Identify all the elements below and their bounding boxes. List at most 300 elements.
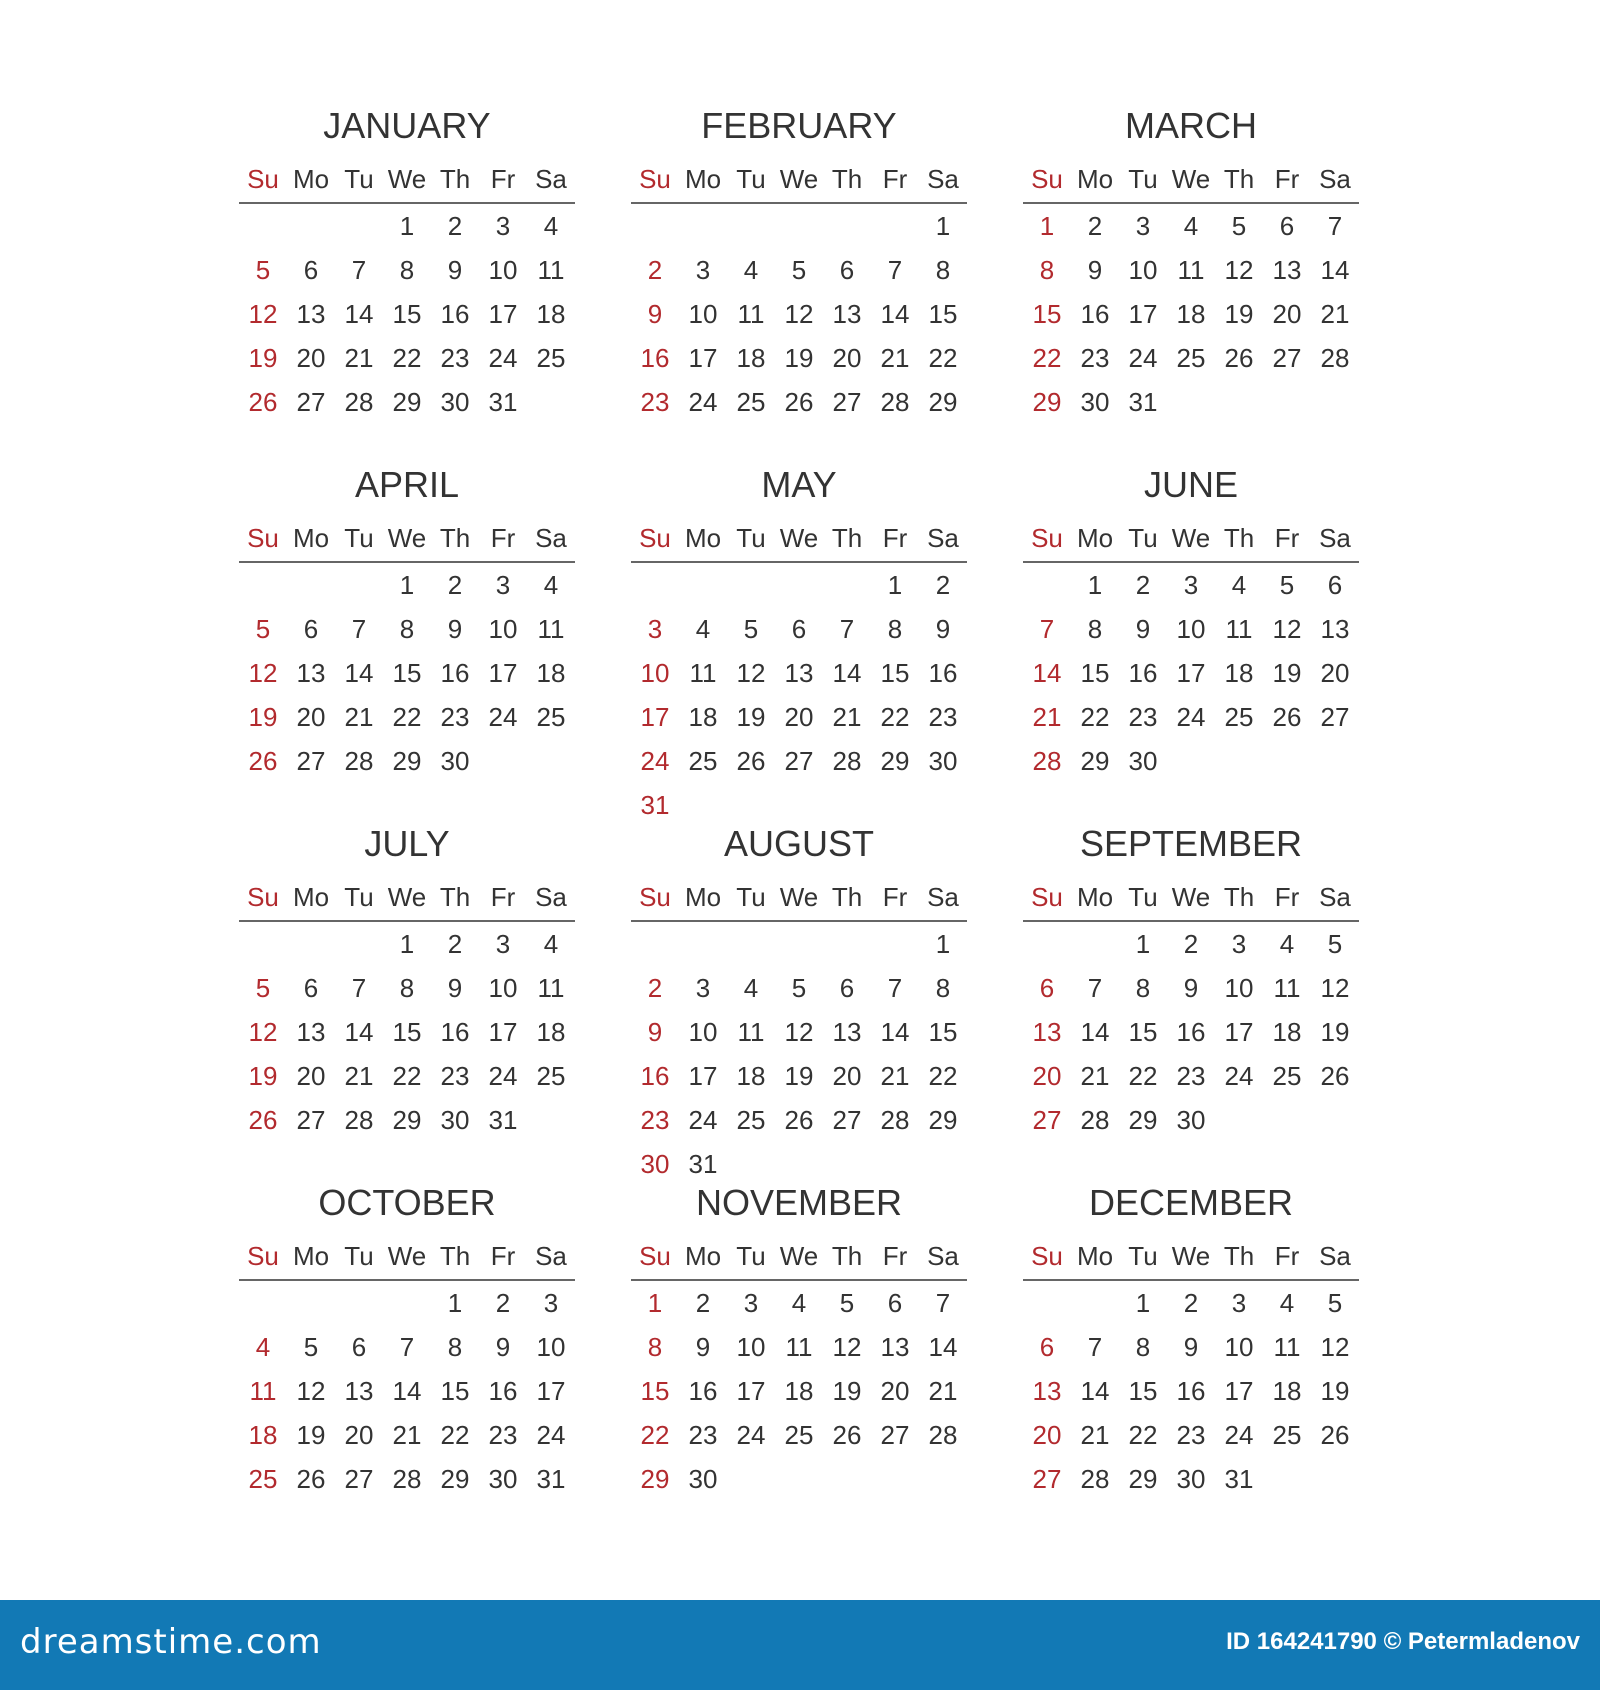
- empty-cell: [1167, 384, 1215, 428]
- day-cell: 27: [1032, 1105, 1062, 1135]
- day-cell: 10: [640, 658, 670, 688]
- empty-cell: [1311, 743, 1359, 787]
- day-cell: 26: [1224, 343, 1254, 373]
- week-row: [631, 1329, 967, 1373]
- empty-cell: [679, 567, 727, 611]
- day-cell: 11: [737, 299, 765, 329]
- day-cell: 5: [791, 255, 807, 285]
- weekday-label: Su: [1031, 1241, 1063, 1271]
- day-cell: 29: [392, 387, 422, 417]
- day-cell: 3: [695, 255, 711, 285]
- day-cell: 3: [1231, 929, 1247, 959]
- day-cell: 25: [1272, 1061, 1302, 1091]
- empty-cell: [287, 567, 335, 611]
- month-title: AUGUST: [723, 823, 874, 864]
- week-row: [1023, 567, 1359, 611]
- day-cell: 20: [344, 1420, 374, 1450]
- week-row: [239, 340, 575, 384]
- day-cell: 27: [296, 746, 326, 776]
- week-row: [239, 611, 575, 655]
- day-cell: 30: [640, 1149, 670, 1179]
- day-cell: 15: [392, 658, 422, 688]
- weekday-label: Su: [247, 882, 279, 912]
- day-cell: 22: [1080, 702, 1110, 732]
- divider: [1023, 202, 1359, 204]
- empty-cell: [1263, 743, 1311, 787]
- day-cell: 26: [1272, 702, 1302, 732]
- day-cell: 25: [536, 343, 566, 373]
- day-cell: 19: [784, 343, 814, 373]
- day-cell: 15: [1128, 1017, 1158, 1047]
- empty-cell: [727, 926, 775, 970]
- weekday-label: Fr: [1274, 1241, 1300, 1271]
- day-cell: 3: [495, 570, 511, 600]
- day-cell: 28: [344, 746, 374, 776]
- day-cell: 3: [1231, 1288, 1247, 1318]
- empty-cell: [287, 208, 335, 252]
- divider: [239, 1279, 575, 1281]
- day-cell: 13: [296, 1017, 326, 1047]
- empty-cell: [287, 926, 335, 970]
- day-cell: 26: [248, 387, 278, 417]
- week-row: [239, 296, 575, 340]
- month-title: SEPTEMBER: [1079, 823, 1303, 864]
- day-cell: 30: [1176, 1105, 1206, 1135]
- weekday-label: We: [779, 164, 819, 194]
- day-cell: 21: [1080, 1420, 1110, 1450]
- weekday-label: We: [1171, 1241, 1211, 1271]
- day-cell: 20: [1320, 658, 1350, 688]
- month-title: APRIL: [354, 464, 460, 505]
- weekday-label: Th: [831, 1241, 863, 1271]
- weekday-header: [631, 882, 967, 912]
- weekday-label: Su: [1031, 523, 1063, 553]
- week-row: [239, 384, 575, 428]
- day-cell: 24: [688, 1105, 718, 1135]
- day-cell: 31: [536, 1464, 566, 1494]
- weekday-label: Fr: [882, 523, 908, 553]
- day-cell: 10: [736, 1332, 766, 1362]
- day-cell: 28: [1080, 1105, 1110, 1135]
- weekday-label: Mo: [1076, 1241, 1114, 1271]
- day-cell: 1: [935, 929, 951, 959]
- day-cell: 9: [647, 299, 663, 329]
- day-cell: 7: [935, 1288, 951, 1318]
- empty-cell: [775, 567, 823, 611]
- divider: [631, 561, 967, 563]
- day-cell: 1: [647, 1288, 663, 1318]
- weekday-label: Tu: [344, 164, 374, 194]
- day-cell: 14: [344, 299, 374, 329]
- day-cell: 13: [1272, 255, 1302, 285]
- day-cell: 15: [392, 299, 422, 329]
- day-cell: 28: [344, 387, 374, 417]
- day-cell: 6: [1327, 570, 1343, 600]
- empty-cell: [679, 926, 727, 970]
- day-cell: 21: [1032, 702, 1062, 732]
- day-cell: 13: [1032, 1376, 1062, 1406]
- weekday-label: Th: [439, 523, 471, 553]
- day-cell: 30: [1080, 387, 1110, 417]
- week-row: [239, 1058, 575, 1102]
- divider: [239, 561, 575, 563]
- day-cell: 1: [887, 570, 903, 600]
- day-cell: 11: [537, 255, 565, 285]
- day-cell: 13: [296, 299, 326, 329]
- empty-cell: [1071, 1285, 1119, 1329]
- day-cell: 16: [688, 1376, 718, 1406]
- day-cell: 5: [1279, 570, 1295, 600]
- empty-cell: [727, 567, 775, 611]
- empty-cell: [871, 208, 919, 252]
- day-cell: 4: [1231, 570, 1247, 600]
- weekday-label: Sa: [927, 164, 959, 194]
- day-cell: 12: [1320, 1332, 1350, 1362]
- weekday-header: [239, 523, 575, 553]
- day-cell: 20: [1032, 1061, 1062, 1091]
- day-cell: 24: [688, 387, 718, 417]
- day-cell: 25: [736, 1105, 766, 1135]
- day-cell: 8: [399, 973, 415, 1003]
- day-cell: 2: [1135, 570, 1151, 600]
- empty-cell: [1215, 384, 1263, 428]
- weekday-header: [631, 523, 967, 553]
- day-cell: 26: [1320, 1061, 1350, 1091]
- day-cell: 22: [928, 343, 958, 373]
- day-cell: 20: [832, 1061, 862, 1091]
- month-title: JUNE: [1143, 464, 1238, 505]
- day-cell: 29: [1080, 746, 1110, 776]
- weekday-label: Fr: [490, 523, 516, 553]
- week-row: [1023, 252, 1359, 296]
- day-cell: 4: [543, 211, 559, 241]
- days-grid: [1023, 208, 1359, 428]
- divider: [239, 202, 575, 204]
- day-cell: 24: [536, 1420, 566, 1450]
- week-row: [1023, 743, 1359, 787]
- day-cell: 15: [880, 658, 910, 688]
- day-cell: 7: [351, 973, 367, 1003]
- empty-cell: [1263, 1461, 1311, 1505]
- day-cell: 15: [440, 1376, 470, 1406]
- day-cell: 5: [255, 614, 271, 644]
- weekday-label: We: [387, 523, 427, 553]
- empty-cell: [527, 1102, 575, 1146]
- empty-cell: [1215, 1102, 1263, 1146]
- empty-cell: [479, 743, 527, 787]
- divider: [1023, 1279, 1359, 1281]
- day-cell: 9: [935, 614, 951, 644]
- weekday-label: Sa: [927, 523, 959, 553]
- weekday-label: Fr: [1274, 882, 1300, 912]
- day-cell: 7: [351, 255, 367, 285]
- day-cell: 22: [1128, 1061, 1158, 1091]
- day-cell: 17: [536, 1376, 566, 1406]
- day-cell: 26: [832, 1420, 862, 1450]
- week-row: [631, 1285, 967, 1329]
- weekday-label: We: [1171, 164, 1211, 194]
- empty-cell: [527, 384, 575, 428]
- weekday-label: Mo: [684, 523, 722, 553]
- month-title: MAY: [761, 464, 837, 505]
- day-cell: 12: [296, 1376, 326, 1406]
- day-cell: 27: [832, 387, 862, 417]
- day-cell: 4: [1279, 929, 1295, 959]
- day-cell: 11: [1273, 1332, 1301, 1362]
- day-cell: 18: [536, 658, 566, 688]
- day-cell: 29: [392, 1105, 422, 1135]
- day-cell: 16: [440, 1017, 470, 1047]
- day-cell: 2: [495, 1288, 511, 1318]
- day-cell: 24: [488, 702, 518, 732]
- day-cell: 5: [303, 1332, 319, 1362]
- weekday-header: [631, 164, 967, 194]
- weekday-label: Fr: [1274, 523, 1300, 553]
- empty-cell: [335, 567, 383, 611]
- day-cell: 29: [640, 1464, 670, 1494]
- day-cell: 24: [1224, 1061, 1254, 1091]
- day-cell: 24: [1176, 702, 1206, 732]
- day-cell: 13: [832, 1017, 862, 1047]
- day-cell: 8: [935, 973, 951, 1003]
- day-cell: 21: [832, 702, 862, 732]
- empty-cell: [1311, 1461, 1359, 1505]
- day-cell: 9: [447, 614, 463, 644]
- day-cell: 23: [440, 343, 470, 373]
- day-cell: 29: [928, 1105, 958, 1135]
- week-row: [1023, 1417, 1359, 1461]
- day-cell: 11: [785, 1332, 813, 1362]
- week-row: [631, 340, 967, 384]
- day-cell: 2: [647, 973, 663, 1003]
- day-cell: 14: [392, 1376, 422, 1406]
- day-cell: 22: [1128, 1420, 1158, 1450]
- day-cell: 4: [255, 1332, 271, 1362]
- days-grid: [631, 1285, 967, 1505]
- day-cell: 23: [1176, 1420, 1206, 1450]
- day-cell: 19: [296, 1420, 326, 1450]
- day-cell: 28: [392, 1464, 422, 1494]
- week-row: [239, 208, 575, 252]
- day-cell: 20: [1272, 299, 1302, 329]
- day-cell: 8: [1087, 614, 1103, 644]
- empty-cell: [775, 926, 823, 970]
- day-cell: 6: [303, 973, 319, 1003]
- day-cell: 14: [880, 299, 910, 329]
- day-cell: 24: [736, 1420, 766, 1450]
- weekday-label: Fr: [490, 164, 516, 194]
- day-cell: 4: [1279, 1288, 1295, 1318]
- weekday-header: [631, 1241, 967, 1271]
- weekday-label: Sa: [535, 523, 567, 553]
- week-row: [631, 1058, 967, 1102]
- day-cell: 13: [832, 299, 862, 329]
- empty-cell: [1167, 743, 1215, 787]
- day-cell: 25: [688, 746, 718, 776]
- day-cell: 31: [640, 790, 670, 820]
- day-cell: 12: [784, 299, 814, 329]
- day-cell: 22: [392, 343, 422, 373]
- day-cell: 20: [296, 702, 326, 732]
- day-cell: 15: [1080, 658, 1110, 688]
- month-title: JANUARY: [323, 105, 491, 146]
- day-cell: 30: [488, 1464, 518, 1494]
- week-row: [631, 1417, 967, 1461]
- week-row: [631, 611, 967, 655]
- empty-cell: [823, 926, 871, 970]
- day-cell: 28: [880, 1105, 910, 1135]
- divider: [1023, 920, 1359, 922]
- day-cell: 19: [832, 1376, 862, 1406]
- day-cell: 17: [688, 343, 718, 373]
- days-grid: [631, 567, 967, 831]
- day-cell: 19: [248, 1061, 278, 1091]
- day-cell: 30: [440, 746, 470, 776]
- weekday-label: Fr: [490, 1241, 516, 1271]
- day-cell: 18: [1176, 299, 1206, 329]
- day-cell: 19: [248, 702, 278, 732]
- day-cell: 8: [935, 255, 951, 285]
- day-cell: 28: [1080, 1464, 1110, 1494]
- weekday-label: Sa: [1319, 882, 1351, 912]
- day-cell: 18: [248, 1420, 278, 1450]
- day-cell: 27: [880, 1420, 910, 1450]
- day-cell: 6: [303, 255, 319, 285]
- weekday-label: Th: [831, 164, 863, 194]
- weekday-label: Tu: [736, 523, 766, 553]
- weekday-header: [1023, 882, 1359, 912]
- day-cell: 31: [488, 1105, 518, 1135]
- divider: [1023, 561, 1359, 563]
- weekday-label: Su: [639, 882, 671, 912]
- weekday-label: We: [1171, 882, 1211, 912]
- day-cell: 8: [399, 614, 415, 644]
- day-cell: 6: [1279, 211, 1295, 241]
- week-row: [239, 1461, 575, 1505]
- day-cell: 28: [928, 1420, 958, 1450]
- day-cell: 15: [1128, 1376, 1158, 1406]
- week-row: [631, 1102, 967, 1146]
- day-cell: 30: [928, 746, 958, 776]
- day-cell: 4: [743, 255, 759, 285]
- day-cell: 29: [928, 387, 958, 417]
- day-cell: 12: [248, 299, 278, 329]
- day-cell: 10: [1224, 1332, 1254, 1362]
- day-cell: 28: [832, 746, 862, 776]
- day-cell: 20: [296, 1061, 326, 1091]
- day-cell: 25: [784, 1420, 814, 1450]
- week-row: [239, 1102, 575, 1146]
- image-credit: ID 164241790 © Petermladenov: [1226, 1628, 1580, 1655]
- weekday-header: [1023, 523, 1359, 553]
- day-cell: 5: [255, 973, 271, 1003]
- day-cell: 19: [1320, 1017, 1350, 1047]
- weekday-label: Mo: [1076, 523, 1114, 553]
- day-cell: 14: [880, 1017, 910, 1047]
- day-cell: 12: [736, 658, 766, 688]
- day-cell: 17: [736, 1376, 766, 1406]
- week-row: [631, 296, 967, 340]
- empty-cell: [631, 926, 679, 970]
- divider: [631, 920, 967, 922]
- weekday-label: Sa: [535, 1241, 567, 1271]
- week-row: [239, 1373, 575, 1417]
- weekday-label: Tu: [736, 1241, 766, 1271]
- weekday-header: [1023, 164, 1359, 194]
- day-cell: 5: [791, 973, 807, 1003]
- weekday-header: [239, 882, 575, 912]
- day-cell: 17: [1176, 658, 1206, 688]
- day-cell: 4: [695, 614, 711, 644]
- day-cell: 27: [1272, 343, 1302, 373]
- day-cell: 2: [935, 570, 951, 600]
- weekday-label: Tu: [344, 1241, 374, 1271]
- day-cell: 23: [1128, 702, 1158, 732]
- day-cell: 15: [392, 1017, 422, 1047]
- weekday-label: Th: [831, 882, 863, 912]
- day-cell: 8: [887, 614, 903, 644]
- day-cell: 5: [839, 1288, 855, 1318]
- day-cell: 15: [928, 1017, 958, 1047]
- weekday-label: Su: [639, 164, 671, 194]
- day-cell: 29: [392, 746, 422, 776]
- day-cell: 19: [784, 1061, 814, 1091]
- week-row: [631, 252, 967, 296]
- dreamstime-logo: dreamstime.com: [20, 1622, 322, 1662]
- day-cell: 24: [1224, 1420, 1254, 1450]
- day-cell: 1: [1087, 570, 1103, 600]
- day-cell: 10: [1128, 255, 1158, 285]
- day-cell: 25: [536, 702, 566, 732]
- empty-cell: [775, 1461, 823, 1505]
- weekday-label: Fr: [490, 882, 516, 912]
- day-cell: 13: [880, 1332, 910, 1362]
- weekday-label: Th: [1223, 523, 1255, 553]
- day-cell: 6: [839, 255, 855, 285]
- day-cell: 18: [1224, 658, 1254, 688]
- day-cell: 16: [1176, 1376, 1206, 1406]
- day-cell: 21: [880, 343, 910, 373]
- day-cell: 23: [488, 1420, 518, 1450]
- weekday-label: Su: [247, 523, 279, 553]
- day-cell: 5: [1231, 211, 1247, 241]
- week-row: [1023, 1102, 1359, 1146]
- weekday-label: Tu: [1128, 1241, 1158, 1271]
- day-cell: 25: [1224, 702, 1254, 732]
- day-cell: 14: [1080, 1017, 1110, 1047]
- empty-cell: [679, 208, 727, 252]
- day-cell: 2: [447, 929, 463, 959]
- day-cell: 11: [689, 658, 717, 688]
- empty-cell: [823, 208, 871, 252]
- day-cell: 21: [344, 1061, 374, 1091]
- week-row: [631, 1373, 967, 1417]
- day-cell: 1: [399, 570, 415, 600]
- day-cell: 2: [647, 255, 663, 285]
- empty-cell: [919, 1461, 967, 1505]
- day-cell: 26: [784, 387, 814, 417]
- weekday-label: We: [387, 882, 427, 912]
- day-cell: 11: [537, 614, 565, 644]
- day-cell: 20: [296, 343, 326, 373]
- day-cell: 21: [344, 343, 374, 373]
- day-cell: 26: [248, 746, 278, 776]
- days-grid: [239, 926, 575, 1146]
- weekday-label: Mo: [292, 523, 330, 553]
- day-cell: 23: [640, 1105, 670, 1135]
- week-row: [631, 1014, 967, 1058]
- day-cell: 4: [791, 1288, 807, 1318]
